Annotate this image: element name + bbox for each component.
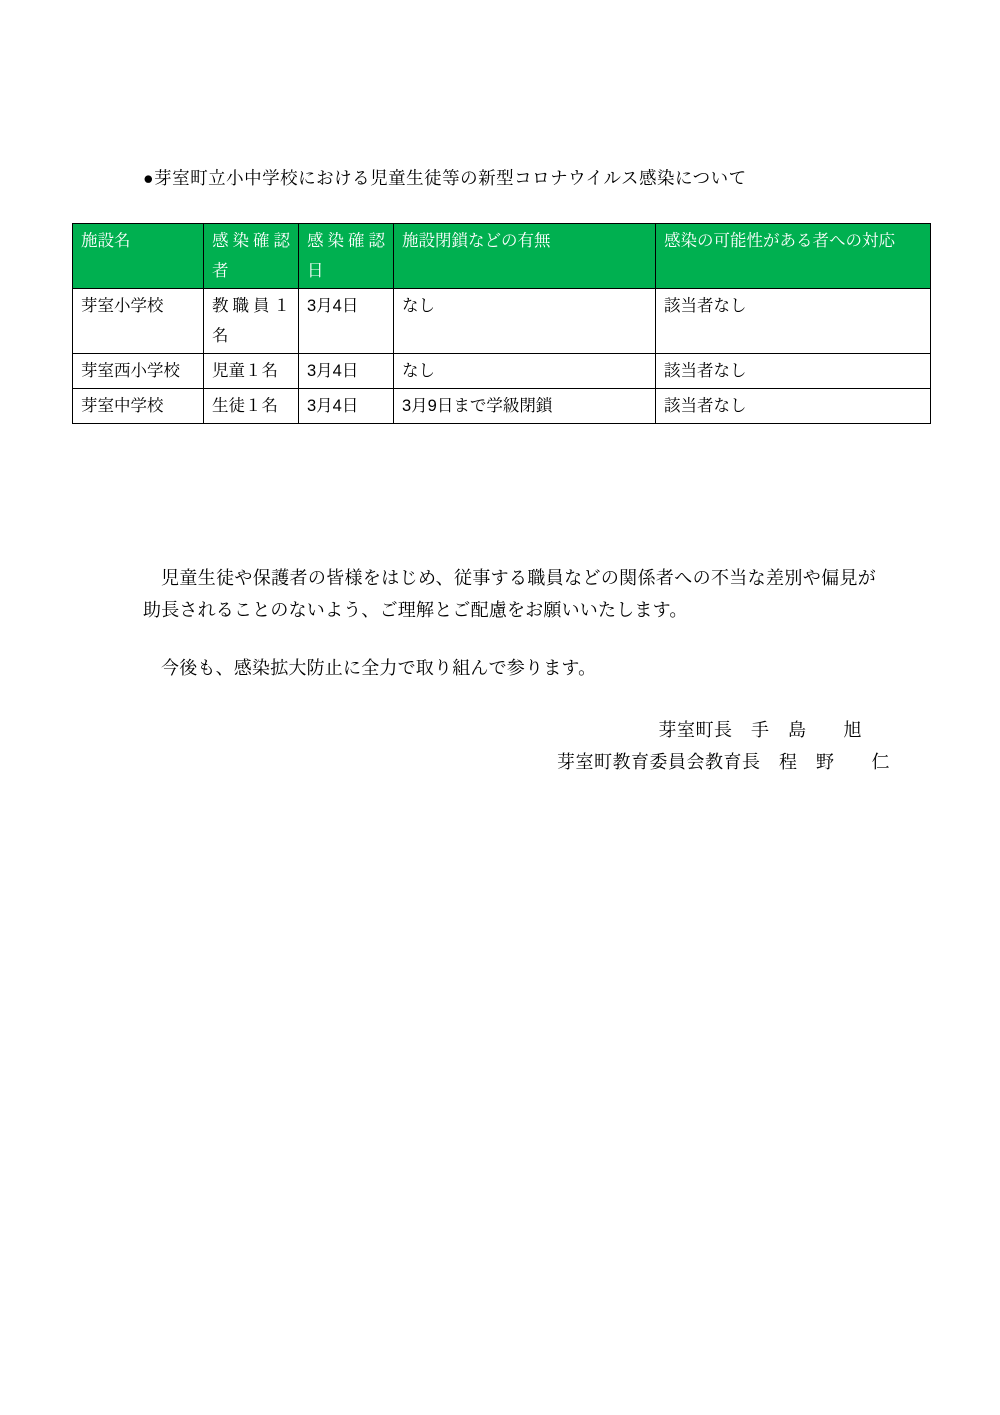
cell-closure: なし: [394, 354, 656, 389]
infection-table: [72, 223, 931, 424]
cell-closure: 3月9日まで学級閉鎖: [394, 389, 656, 424]
column-header-response: 感染の可能性がある者への対応: [656, 224, 931, 289]
cell-confirmed-person: 児童１名: [204, 354, 299, 389]
cell-confirmed-date: 3月4日: [299, 389, 394, 424]
cell-response: 該当者なし: [656, 354, 931, 389]
table-row: [73, 354, 931, 389]
cell-confirmed-person: 教職員１名: [204, 289, 299, 354]
cell-response: 該当者なし: [656, 389, 931, 424]
signature-mayor: 芽室町長 手 島 旭: [658, 720, 862, 740]
table-row: [73, 389, 931, 424]
paragraph-discrimination-notice: 児童生徒や保護者の皆様をはじめ、従事する職員などの関係者への不当な差別や偏見が助長されることのないよう、ご理解とご配慮をお願いいたします。: [143, 568, 876, 620]
signature-block: [557, 714, 890, 778]
column-header-confirmed-date: 感染確認日: [299, 224, 394, 289]
signature-superintendent: 芽室町教育委員会教育長 程 野 仁: [557, 752, 890, 772]
cell-confirmed-date: 3月4日: [299, 354, 394, 389]
paragraph-closing-statement: 今後も、感染拡大防止に全力で取り組んで参ります。: [161, 658, 597, 678]
cell-confirmed-person: 生徒１名: [204, 389, 299, 424]
cell-closure: なし: [394, 289, 656, 354]
column-header-confirmed-person: 感染確認者: [204, 224, 299, 289]
column-header-closure: 施設閉鎖などの有無: [394, 224, 656, 289]
cell-facility: 芽室中学校: [73, 389, 204, 424]
cell-response: 該当者なし: [656, 289, 931, 354]
table-row: [73, 289, 931, 354]
page-title: ●芽室町立小中学校における児童生徒等の新型コロナウイルス感染について: [143, 168, 747, 188]
column-header-facility: 施設名: [73, 224, 204, 289]
cell-facility: 芽室小学校: [73, 289, 204, 354]
table-header-row: [73, 224, 931, 289]
cell-confirmed-date: 3月4日: [299, 289, 394, 354]
cell-facility: 芽室西小学校: [73, 354, 204, 389]
